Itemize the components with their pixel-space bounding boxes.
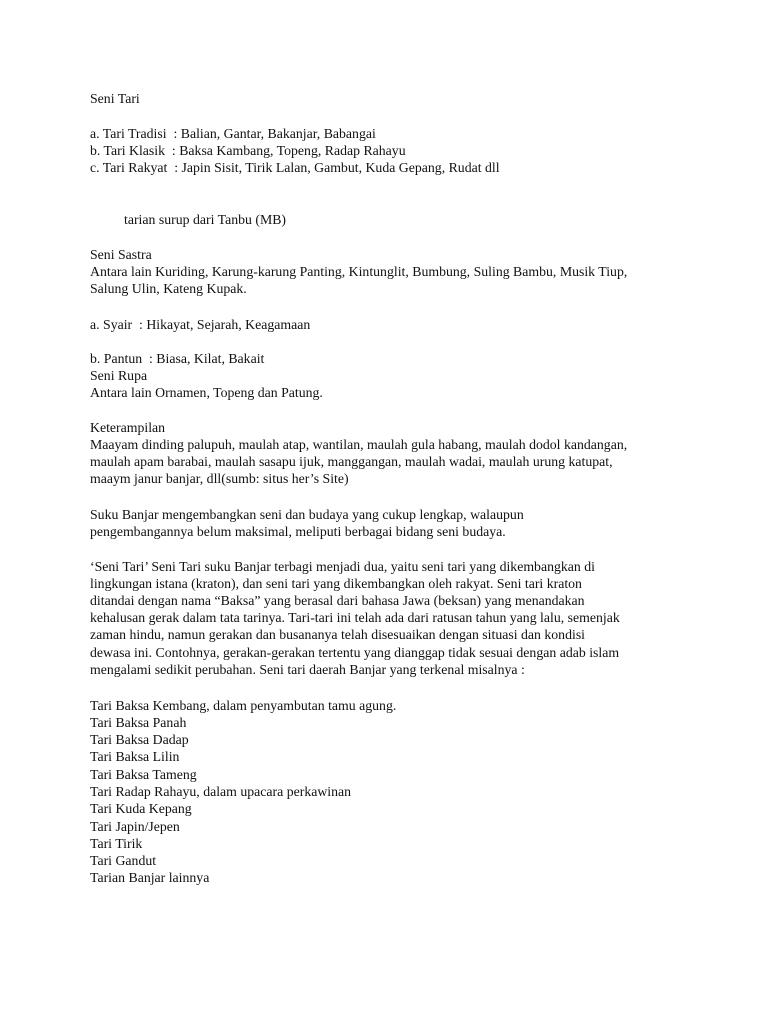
dance-list-item: Tari Kuda Kepang — [90, 801, 192, 816]
seni-tari-detail-line-6: dewasa ini. Contohnya, gerakan-gerakan tertentu yang dianggap tidak sesuai dengan adab islam — [90, 645, 620, 660]
dance-list-item: Tari Baksa Panah — [90, 715, 187, 730]
dance-list-item: Tari Tirik — [90, 836, 143, 851]
section-heading-seni-rupa: Seni Rupa — [90, 368, 148, 383]
dance-list-item: Tari Gandut — [90, 853, 157, 868]
seni-sastra-syair: a. Syair : Hikayat, Sejarah, Keagamaan — [90, 317, 311, 332]
keterampilan-line-3: maaym janur banjar, dll(sumb: situs her’s Site) — [90, 471, 349, 486]
seni-tari-detail-line-7: mengalami sedikit perubahan. Seni tari daerah Banjar yang terkenal misalnya : — [90, 662, 525, 677]
dance-list-item: Tari Baksa Dadap — [90, 732, 189, 747]
section-heading-keterampilan: Keterampilan — [90, 420, 166, 435]
section-heading-seni-tari: Seni Tari — [90, 91, 140, 106]
seni-tari-detail-line-2: lingkungan istana (kraton), dan seni tari yang dikembangkan oleh rakyat. Seni tari kraton — [90, 576, 582, 591]
seni-sastra-line-1: Antara lain Kuriding, Karung-karung Panting, Kintunglit, Bumbung, Suling Bambu, Musik Tiup, — [90, 264, 628, 279]
dance-list-item: Tarian Banjar lainnya — [90, 870, 210, 885]
seni-tari-item-a: a. Tari Tradisi : Balian, Gantar, Bakanjar, Babangai — [90, 126, 376, 141]
seni-tari-detail-line-5: zaman hindu, namun gerakan dan busananya telah disesuaikan dengan situasi dan kondisi — [90, 627, 586, 642]
intro-line-1: Suku Banjar mengembangkan seni dan budaya yang cukup lengkap, walaupun — [90, 507, 524, 522]
seni-tari-detail-line-3: ditandai dengan nama “Baksa” yang berasal dari bahasa Jawa (beksan) yang menandakan — [90, 593, 585, 608]
seni-tari-item-c: c. Tari Rakyat : Japin Sisit, Tirik Lalan, Gambut, Kuda Gepang, Rudat dll — [90, 160, 500, 175]
dance-list-item: Tari Japin/Jepen — [90, 819, 180, 834]
document-page — [90, 0, 730, 1024]
seni-tari-detail-line-4: kehalusan gerak dalam tata tarinya. Tari-tari ini telah ada dari ratusan tahun yang lalu, semenjak — [90, 610, 620, 625]
dance-list-item: Tari Baksa Kembang, dalam penyambutan tamu agung. — [90, 698, 397, 713]
seni-tari-detail-line-1: ‘Seni Tari’ Seni Tari suku Banjar terbagi menjadi dua, yaitu seni tari yang dikembangkan di — [90, 559, 595, 574]
seni-tari-indented-note: tarian surup dari Tanbu (MB) — [124, 212, 287, 227]
seni-tari-item-b: b. Tari Klasik : Baksa Kambang, Topeng, Radap Rahayu — [90, 143, 406, 158]
dance-list-item: Tari Radap Rahayu, dalam upacara perkawinan — [90, 784, 352, 799]
seni-sastra-line-2: Salung Ulin, Kateng Kupak. — [90, 281, 247, 296]
seni-sastra-pantun: b. Pantun : Biasa, Kilat, Bakait — [90, 351, 265, 366]
dance-list-item: Tari Baksa Lilin — [90, 749, 180, 764]
keterampilan-line-1: Maayam dinding palupuh, maulah atap, wantilan, maulah gula habang, maulah dodol kandangan, — [90, 437, 628, 452]
section-heading-seni-sastra: Seni Sastra — [90, 247, 152, 262]
seni-rupa-line: Antara lain Ornamen, Topeng dan Patung. — [90, 385, 323, 400]
intro-line-2: pengembangannya belum maksimal, meliputi berbagai bidang seni budaya. — [90, 524, 506, 539]
keterampilan-line-2: maulah apam barabai, maulah sasapu ijuk, manggangan, maulah wadai, maulah urung katupat, — [90, 454, 613, 469]
dance-list-item: Tari Baksa Tameng — [90, 767, 197, 782]
